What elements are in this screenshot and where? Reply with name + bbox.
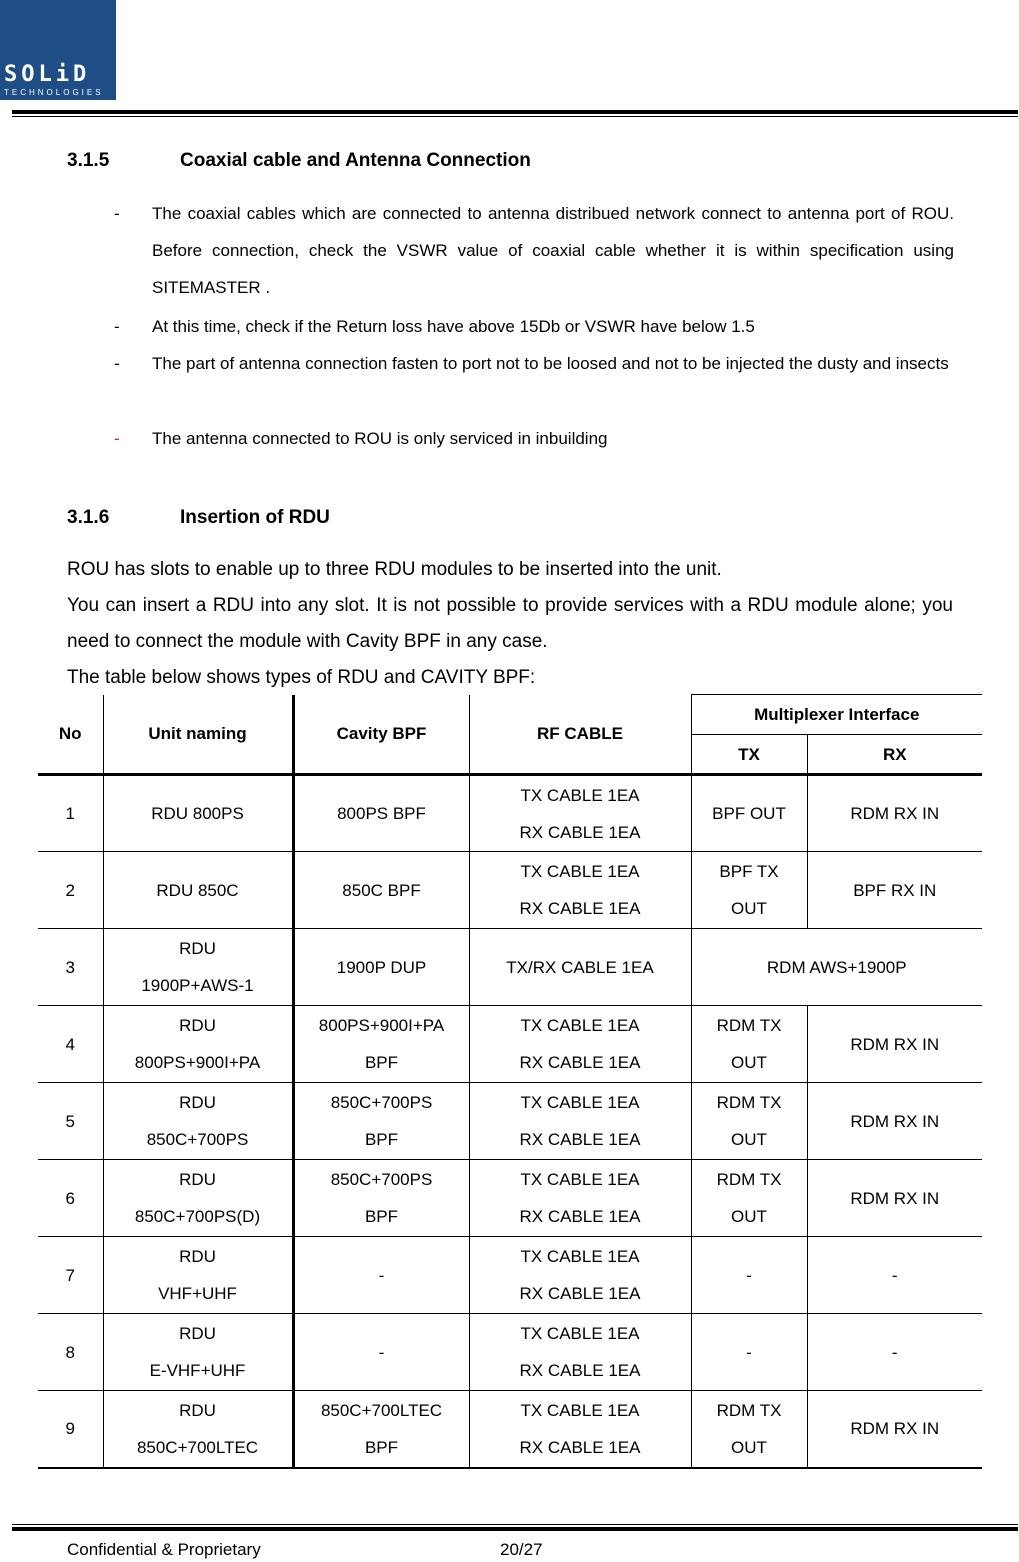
table-cell-rx: RDM RX IN bbox=[807, 1006, 982, 1083]
table-cell-cavity: 1900P DUP bbox=[293, 929, 469, 1006]
table-cell-cable: TX CABLE 1EA RX CABLE 1EA bbox=[469, 852, 691, 929]
table-cell-tx: - bbox=[691, 1314, 807, 1391]
table-cell-rx: - bbox=[807, 1237, 982, 1314]
table-row bbox=[38, 775, 982, 852]
table-cell-unit: RDU 1900P+AWS-1 bbox=[103, 929, 293, 1006]
table-cell-rx: RDM RX IN bbox=[807, 1391, 982, 1468]
table-cell-rx: RDM RX IN bbox=[807, 1083, 982, 1160]
footer-confidential: Confidential & Proprietary bbox=[67, 1540, 261, 1559]
table-cell-rx: RDM RX IN bbox=[807, 1160, 982, 1237]
table-row bbox=[38, 852, 982, 929]
table-cell-cavity: 850C+700PS BPF bbox=[293, 1083, 469, 1160]
table-cell-tx: BPF OUT bbox=[691, 775, 807, 852]
bullet-dash: - bbox=[114, 354, 120, 373]
table-cell-no: 5 bbox=[38, 1083, 103, 1160]
table-cell-cable: TX CABLE 1EA RX CABLE 1EA bbox=[469, 1006, 691, 1083]
table-cell-unit: RDU 850C+700PS bbox=[103, 1083, 293, 1160]
company-logo bbox=[0, 0, 116, 100]
table-cell-tx: RDM TX OUT bbox=[691, 1160, 807, 1237]
section-title: Coaxial cable and Antenna Connection bbox=[180, 150, 531, 171]
table-cell-cavity: 850C+700LTEC BPF bbox=[293, 1391, 469, 1468]
logo-brand: SOLiD bbox=[4, 62, 91, 87]
table-row bbox=[38, 1314, 982, 1391]
bullet-dash: - bbox=[114, 429, 120, 448]
table-cell-tx: BPF TX OUT bbox=[691, 852, 807, 929]
paragraph: The table below shows types of RDU and CAVITY BPF: bbox=[67, 667, 536, 688]
table-cell-unit: RDU 800PS bbox=[103, 775, 293, 852]
table-cell-no: 6 bbox=[38, 1160, 103, 1237]
table-cell-unit: RDU 800PS+900I+PA bbox=[103, 1006, 293, 1083]
table-cell-rx: BPF RX IN bbox=[807, 852, 982, 929]
table-cell-tx: RDM TX OUT bbox=[691, 1006, 807, 1083]
table-cell-cable: TX CABLE 1EA RX CABLE 1EA bbox=[469, 1160, 691, 1237]
header-rf-cable: RF CABLE bbox=[469, 695, 691, 775]
table-cell-unit: RDU E-VHF+UHF bbox=[103, 1314, 293, 1391]
table-cell-no: 2 bbox=[38, 852, 103, 929]
table-cell-unit: RDU 850C+700LTEC bbox=[103, 1391, 293, 1468]
logo-sub: TECHNOLOGIES bbox=[4, 88, 104, 97]
table-cell-tx: RDM TX OUT bbox=[691, 1391, 807, 1468]
table-cell-merged: RDM AWS+1900P bbox=[691, 929, 982, 1006]
table-row bbox=[38, 1237, 982, 1314]
table-row bbox=[38, 1083, 982, 1160]
table-row bbox=[38, 1391, 982, 1468]
section-number: 3.1.6 bbox=[67, 507, 110, 528]
table-cell-unit: RDU 850C bbox=[103, 852, 293, 929]
table-row bbox=[38, 1006, 982, 1083]
table-cell-rx: RDM RX IN bbox=[807, 775, 982, 852]
table-cell-cavity: - bbox=[293, 1237, 469, 1314]
table-cell-cavity: 850C+700PS BPF bbox=[293, 1160, 469, 1237]
table-cell-no: 8 bbox=[38, 1314, 103, 1391]
table-cell-no: 3 bbox=[38, 929, 103, 1006]
table-cell-tx: - bbox=[691, 1237, 807, 1314]
bullet-text: The part of antenna connection fasten to port not to be loosed and not to be injected the dusty and insects bbox=[152, 354, 949, 373]
table-cell-rx: - bbox=[807, 1314, 982, 1391]
header-multiplexer-interface: Multiplexer Interface bbox=[691, 695, 982, 735]
footer-rule-thin bbox=[12, 1524, 1018, 1525]
table-cell-no: 7 bbox=[38, 1237, 103, 1314]
header-tx: TX bbox=[691, 735, 807, 775]
header-rule bbox=[12, 110, 1018, 114]
table-cell-cable: TX CABLE 1EA RX CABLE 1EA bbox=[469, 1391, 691, 1468]
paragraph: You can insert a RDU into any slot. It is not possible to provide services with a RDU module alone; you need to connect the module with Cavity BPF in any case. bbox=[67, 595, 953, 652]
table-cell-cavity: 850C BPF bbox=[293, 852, 469, 929]
table-cell-no: 4 bbox=[38, 1006, 103, 1083]
table-cell-unit: RDU 850C+700PS(D) bbox=[103, 1160, 293, 1237]
table-cell-cable: TX CABLE 1EA RX CABLE 1EA bbox=[469, 775, 691, 852]
header-cavity-bpf: Cavity BPF bbox=[293, 695, 469, 775]
table-cell-unit: RDU VHF+UHF bbox=[103, 1237, 293, 1314]
header-no: No bbox=[38, 695, 103, 775]
bullet-text: At this time, check if the Return loss have above 15Db or VSWR have below 1.5 bbox=[152, 317, 755, 336]
section-number: 3.1.5 bbox=[67, 150, 110, 171]
section-title: Insertion of RDU bbox=[180, 507, 330, 528]
table-cell-cable: TX/RX CABLE 1EA bbox=[469, 929, 691, 1006]
table-cell-cable: TX CABLE 1EA RX CABLE 1EA bbox=[469, 1083, 691, 1160]
rdu-table bbox=[38, 694, 982, 1469]
bullet-dash: - bbox=[114, 317, 120, 336]
table-row bbox=[38, 929, 982, 1006]
header-rx: RX bbox=[807, 735, 982, 775]
table-cell-no: 9 bbox=[38, 1391, 103, 1468]
table-cell-cavity: - bbox=[293, 1314, 469, 1391]
table-cell-cable: TX CABLE 1EA RX CABLE 1EA bbox=[469, 1314, 691, 1391]
table-cell-cavity: 800PS BPF bbox=[293, 775, 469, 852]
footer-rule bbox=[12, 1527, 1018, 1531]
table-cell-cable: TX CABLE 1EA RX CABLE 1EA bbox=[469, 1237, 691, 1314]
bullet-text: The antenna connected to ROU is only serviced in inbuilding bbox=[152, 429, 608, 448]
table-cell-tx: RDM TX OUT bbox=[691, 1083, 807, 1160]
paragraph: ROU has slots to enable up to three RDU modules to be inserted into the unit. bbox=[67, 559, 722, 580]
table-cell-cavity: 800PS+900I+PA BPF bbox=[293, 1006, 469, 1083]
table-cell-no: 1 bbox=[38, 775, 103, 852]
page-number: 20/27 bbox=[500, 1540, 543, 1559]
bullet-dash: - bbox=[114, 204, 120, 223]
header-unit-naming: Unit naming bbox=[103, 695, 293, 775]
bullet-text: The coaxial cables which are connected to antenna distribued network connect to antenna port of ROU. Before connection, check the VSWR value of coaxial cable whether it is within specification using SITEMASTER . bbox=[152, 204, 954, 297]
header-rule-thin bbox=[12, 116, 1018, 117]
table-row bbox=[38, 1160, 982, 1237]
